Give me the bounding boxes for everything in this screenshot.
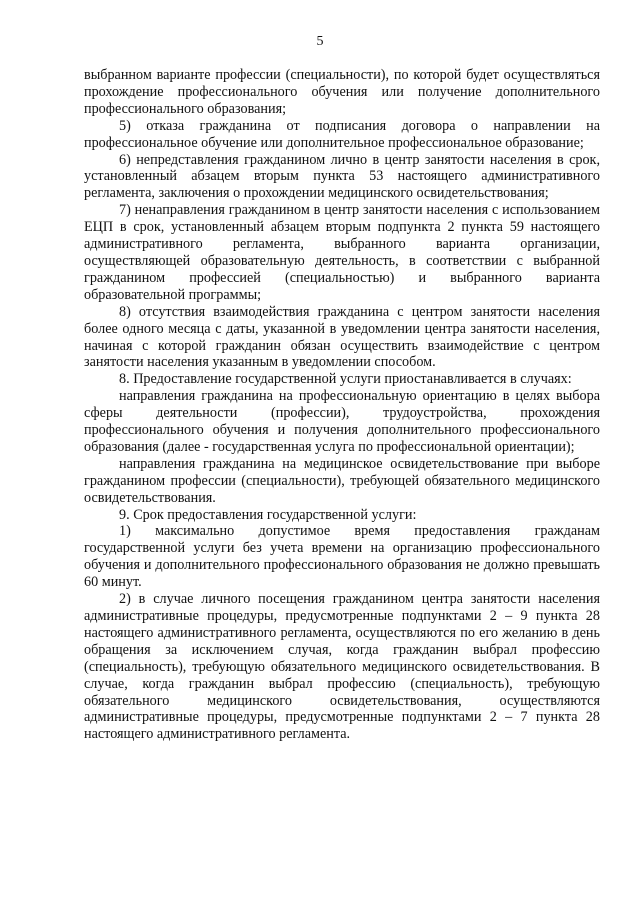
paragraph-item-6: 6) непредставления гражданином лично в центр занятости населения в срок, установленный абзацем вторым пункта 53 настоящего административного регламента, заключения о прохождении медицинского освидетельствования; [84, 151, 600, 202]
paragraph-case-medical: направления гражданина на медицинское освидетельствование при выборе гражданином профессии (специальности), требующей обязательного медицинского освидетельствования. [84, 455, 600, 506]
paragraph-term-1: 1) максимально допустимое время предоставления гражданам государственной услуги без учета времени на организацию профессионального обучения и дополнительного профессионального образования не должно превышать 60 минут. [84, 523, 600, 591]
document-body [84, 67, 600, 743]
page-number: 5 [316, 34, 324, 49]
paragraph-item-5: 5) отказа гражданина от подписания договора о направлении на профессиональное обучение или дополнительное профессиональное образование; [84, 117, 600, 151]
paragraph-item-8: 8) отсутствия взаимодействия гражданина с центром занятости населения более одного месяца с даты, указанной в уведомлении центра занятости населения, начиная с которой гражданин обязан осуществить взаимодействие с центром занятости населения указанным в уведомлении способом. [84, 303, 600, 371]
paragraph-section-8: 8. Предоставление государственной услуги приостанавливается в случаях: [119, 371, 572, 388]
paragraph-section-9: 9. Срок предоставления государственной услуги: [119, 506, 417, 523]
paragraph-item-7: 7) ненаправления гражданином в центр занятости населения с использованием ЕЦП в срок, установленный абзацем вторым подпункта 2 пункта 59 настоящего административного регламента, выбранного варианта организации, осуществляющей образовательную деятельность, в соответствии с выбранной гражданином профессией (специальностью) и выбранного варианта образовательной программы; [84, 202, 600, 303]
paragraph-case-orientation: направления гражданина на профессиональную ориентацию в целях выбора сферы деятельности (профессии), трудоустройства, прохождения профессионального обучения и получения дополнительного профессионального образования (далее - государственная услуга по профессиональной ориентации); [84, 388, 600, 455]
paragraph-term-2: 2) в случае личного посещения гражданином центра занятости населения административные процедуры, предусмотренные подпунктами 2 – 9 пункта 28 настоящего административного регламента, осуществляются по его желанию в день обращения за исключением случая, когда гражданин выбрал профессию (специальность), требующую обязательного медицинского освидетельствования. В случае, когда гражданин выбрал профессию (специальность), требующую обязательного медицинского освидетельствования, осуществляются административные процедуры, предусмотренные подпунктами 2 – 7 пункта 28 настоящего административного регламента. [84, 591, 600, 743]
paragraph-continuation: выбранном варианте профессии (специальности), по которой будет осуществляться прохождение профессионального обучения или получение дополнительного профессионального образования; [84, 67, 600, 117]
